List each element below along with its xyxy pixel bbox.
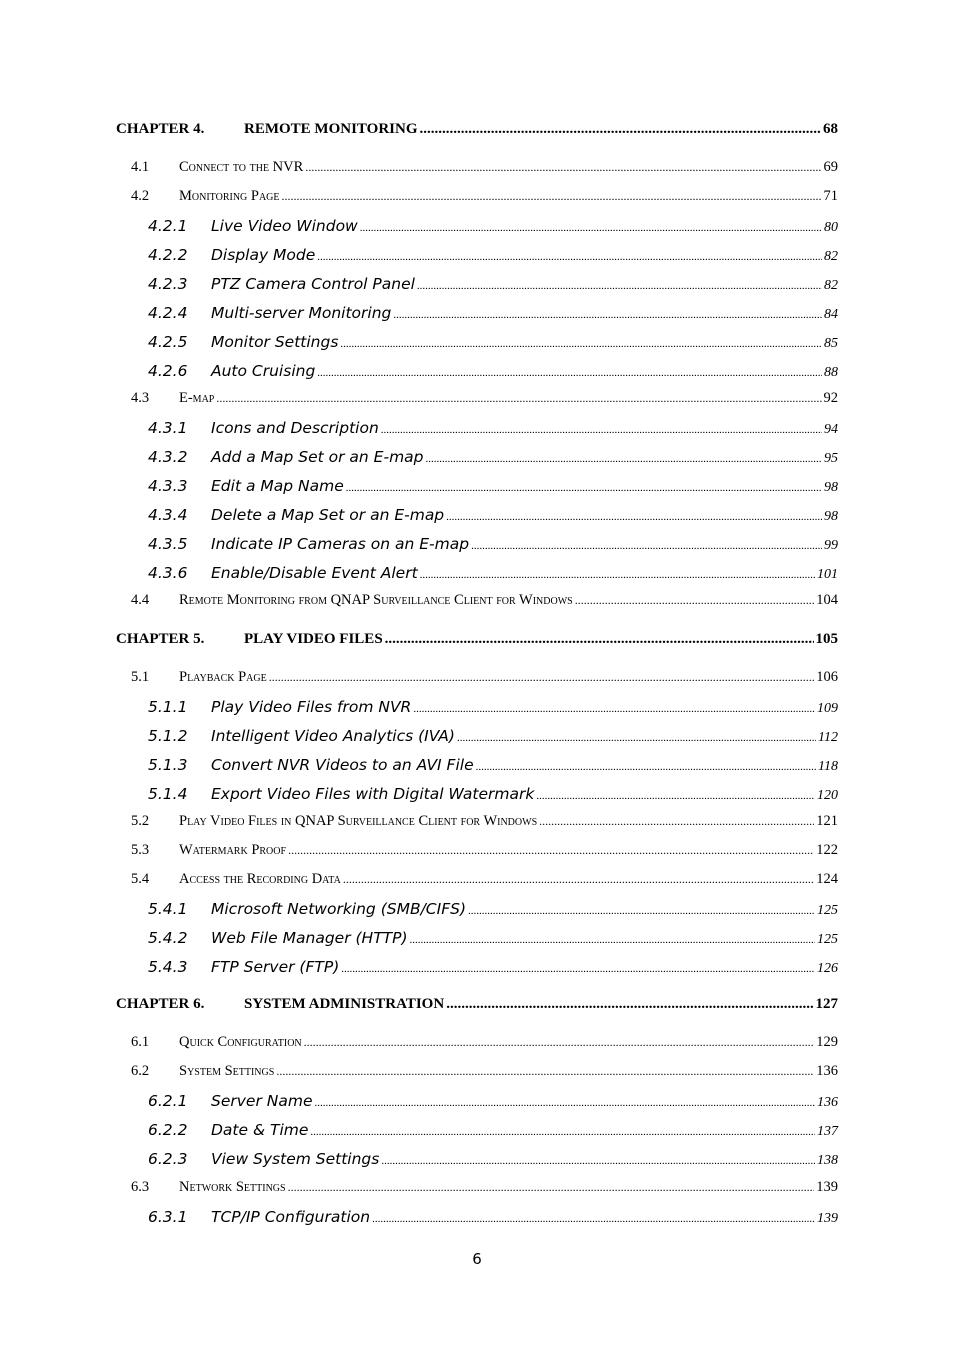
toc-entry-section[interactable] [131, 842, 838, 859]
toc-entry-page[interactable]: 138 [817, 1153, 838, 1168]
toc-entry-page[interactable]: 99 [824, 538, 838, 553]
toc-entry-sub[interactable] [148, 1150, 838, 1169]
toc-entry-page[interactable]: 94 [824, 422, 838, 437]
toc-entry-page[interactable]: 139 [817, 1211, 838, 1226]
toc-entry-sub[interactable] [148, 929, 838, 948]
toc-entry-sub[interactable] [148, 535, 838, 554]
toc-entry-section[interactable] [131, 159, 838, 176]
toc-entry-page[interactable]: 106 [816, 669, 838, 685]
toc-entry-title[interactable]: TCP/IP Configuration [211, 1208, 371, 1226]
toc-entry-title[interactable]: Access the Recording Data [179, 871, 341, 887]
toc-entry-title[interactable]: REMOTE MONITORING [244, 121, 418, 137]
toc-entry-title[interactable]: Remote Monitoring from QNAP Surveillance Client for Windows [179, 592, 573, 608]
dot-leader [340, 338, 822, 350]
dot-leader [575, 593, 815, 608]
toc-entry-page[interactable]: 112 [818, 730, 838, 745]
toc-entry-number: 5.1 [131, 669, 150, 685]
toc-entry-section[interactable] [131, 871, 838, 888]
toc-entry-sub[interactable] [148, 785, 838, 804]
dot-leader [410, 934, 815, 946]
toc-entry-page[interactable]: 122 [816, 842, 838, 858]
toc-entry-title[interactable]: Live Video Window [211, 217, 358, 235]
dot-leader [304, 1035, 815, 1050]
toc-entry-sub[interactable] [148, 333, 838, 352]
toc-entry-number: 6.1 [131, 1034, 150, 1050]
toc-entry-number: 4.3.1 [148, 419, 188, 437]
toc-entry-page[interactable]: 85 [824, 336, 838, 351]
toc-entry-page[interactable]: 120 [817, 788, 838, 803]
toc-entry-number: 5.4.1 [148, 900, 188, 918]
toc-entry-title[interactable]: Convert NVR Videos to an AVI File [211, 756, 474, 774]
toc-entry-title[interactable]: Network Settings [179, 1179, 286, 1195]
toc-entry-section[interactable] [131, 669, 838, 686]
toc-entry-title[interactable]: Enable/Disable Event Alert [211, 564, 418, 582]
toc-entry-title[interactable]: Delete a Map Set or an E-map [211, 506, 445, 524]
dot-leader [216, 391, 821, 406]
dot-leader [305, 160, 821, 175]
dot-leader [471, 540, 822, 552]
dot-leader [317, 367, 822, 379]
dot-leader [468, 905, 815, 917]
toc-entry-sub[interactable] [148, 419, 838, 438]
toc-entry-number: 4.2.5 [148, 333, 188, 351]
toc-entry-page[interactable]: 80 [824, 220, 838, 235]
toc-entry-page[interactable]: 137 [817, 1124, 838, 1139]
dot-leader [276, 1064, 814, 1079]
toc-entry-section[interactable] [131, 592, 838, 609]
toc-entry-sub[interactable] [148, 564, 838, 583]
toc-entry-sub[interactable] [148, 1208, 838, 1227]
toc-entry-page[interactable]: 69 [823, 159, 838, 175]
toc-entry-number: 6.2 [131, 1063, 150, 1079]
toc-entry-number: CHAPTER 4. [116, 121, 205, 137]
toc-entry-number: 4.3 [131, 390, 150, 406]
toc-entry-sub[interactable] [148, 362, 838, 381]
toc-entry-title[interactable]: System Settings [179, 1063, 275, 1079]
toc-entry-title[interactable]: Microsoft Networking (SMB/CIFS) [211, 900, 467, 918]
toc-entry-page[interactable]: 82 [824, 249, 838, 264]
dot-leader [288, 1180, 815, 1195]
toc-entry-number: 4.3.5 [148, 535, 188, 553]
toc-entry-title[interactable]: Edit a Map Name [211, 477, 344, 495]
toc-entry-title[interactable]: Add a Map Set or an E-map [211, 448, 424, 466]
dot-leader [310, 1126, 815, 1138]
toc-entry-section[interactable] [131, 1179, 838, 1196]
dot-leader [420, 569, 815, 581]
toc-entry-number: 4.2.2 [148, 246, 188, 264]
toc-entry-title[interactable]: Export Video Files with Digital Watermark [211, 785, 535, 803]
dot-leader [360, 222, 822, 234]
page-number: 6 [472, 1250, 482, 1268]
toc-entry-number: 5.3 [131, 842, 150, 858]
dot-leader [343, 872, 814, 887]
toc-entry-page[interactable]: 109 [817, 701, 838, 716]
toc-entry-page[interactable]: 127 [815, 996, 838, 1012]
toc-entry-page[interactable]: 139 [816, 1179, 838, 1195]
toc-entry-number: 6.3 [131, 1179, 150, 1195]
toc-entry-number: 4.1 [131, 159, 150, 175]
toc-entry-number: 5.1.4 [148, 785, 188, 803]
toc-entry-page[interactable]: 84 [824, 307, 838, 322]
toc-entry-page[interactable]: 121 [816, 813, 838, 829]
toc-entry-sub[interactable] [148, 900, 838, 919]
toc-entry-page[interactable]: 104 [816, 592, 838, 608]
toc-entry-title[interactable]: Monitor Settings [211, 333, 339, 351]
dot-leader [393, 309, 822, 321]
dot-leader [539, 814, 814, 829]
toc-entry-number: 4.4 [131, 592, 150, 608]
dot-leader [317, 251, 822, 263]
toc-entry-title[interactable]: Quick Configuration [179, 1034, 302, 1050]
toc-entry-page[interactable]: 118 [818, 759, 838, 774]
toc-entry-sub[interactable] [148, 477, 838, 496]
dot-leader [476, 761, 816, 773]
toc-entry-number: 4.3.6 [148, 564, 188, 582]
dot-leader [341, 963, 815, 975]
toc-entry-title[interactable]: Auto Cruising [211, 362, 316, 380]
toc-entry-title[interactable]: Connect to the NVR [179, 159, 304, 175]
dot-leader [446, 996, 813, 1013]
dot-leader [288, 843, 814, 858]
toc-entry-number: 5.1.2 [148, 727, 188, 745]
dot-leader [269, 670, 815, 685]
toc-entry-sub[interactable] [148, 448, 838, 467]
toc-entry-number: 6.2.2 [148, 1121, 188, 1139]
toc-entry-number: 6.2.3 [148, 1150, 188, 1168]
toc-entry-page[interactable]: 105 [815, 631, 838, 647]
toc-entry-page[interactable]: 125 [817, 932, 838, 947]
toc-entry-sub[interactable] [148, 275, 838, 294]
toc-entry-number: 6.2.1 [148, 1092, 188, 1110]
toc-entry-section[interactable] [131, 390, 838, 407]
toc-entry-number: 6.3.1 [148, 1208, 188, 1226]
toc-entry-title[interactable]: Date & Time [211, 1121, 309, 1139]
toc-entry-chapter[interactable] [116, 996, 838, 1013]
toc-entry-page[interactable]: 101 [817, 567, 838, 582]
toc-entry-title[interactable]: Indicate IP Cameras on an E-map [211, 535, 470, 553]
toc-entry-title[interactable]: Monitoring Page [179, 188, 280, 204]
dot-leader [346, 482, 822, 494]
toc-entry-title[interactable]: Icons and Description [211, 419, 379, 437]
dot-leader [372, 1213, 815, 1225]
toc-entry-title[interactable]: View System Settings [211, 1150, 380, 1168]
toc-entry-section[interactable] [131, 813, 838, 830]
toc-entry-page[interactable]: 136 [817, 1095, 838, 1110]
dot-leader [381, 1155, 815, 1167]
dot-leader [446, 511, 822, 523]
toc-entry-number: CHAPTER 5. [116, 631, 205, 647]
toc-entry-title[interactable]: Web File Manager (HTTP) [211, 929, 408, 947]
toc-entry-number: 5.1.3 [148, 756, 188, 774]
toc-entry-page[interactable]: 88 [824, 365, 838, 380]
toc-entry-sub[interactable] [148, 756, 838, 775]
toc-entry-title[interactable]: PLAY VIDEO FILES [244, 631, 383, 647]
toc-entry-title[interactable]: SYSTEM ADMINISTRATION [244, 996, 445, 1012]
toc-entry-title[interactable]: Play Video Files from NVR [211, 698, 412, 716]
toc-entry-title[interactable]: Watermark Proof [179, 842, 287, 858]
toc-entry-sub[interactable] [148, 1092, 838, 1111]
toc-entry-sub[interactable] [148, 1121, 838, 1140]
toc-entry-title[interactable]: E-map [179, 390, 215, 406]
toc-entry-number: 5.4.3 [148, 958, 188, 976]
toc-entry-page[interactable]: 71 [823, 188, 838, 204]
toc-entry-page[interactable]: 124 [816, 871, 838, 887]
toc-entry-sub[interactable] [148, 727, 838, 746]
toc-entry-page[interactable]: 82 [824, 278, 838, 293]
toc-entry-title[interactable]: Server Name [211, 1092, 313, 1110]
toc-entry-sub[interactable] [148, 304, 838, 323]
toc-entry-title[interactable]: Intelligent Video Analytics (IVA) [211, 727, 455, 745]
toc-entry-page[interactable]: 125 [817, 903, 838, 918]
dot-leader [457, 732, 816, 744]
toc-entry-number: 4.2.4 [148, 304, 188, 322]
toc-entry-page[interactable]: 129 [816, 1034, 838, 1050]
toc-entry-page[interactable]: 95 [824, 451, 838, 466]
toc-entry-title[interactable]: Multi-server Monitoring [211, 304, 392, 322]
toc-entry-number: 5.1.1 [148, 698, 188, 716]
toc-entry-number: 4.2.3 [148, 275, 188, 293]
dot-leader [282, 189, 822, 204]
dot-leader [381, 424, 822, 436]
toc-entry-number: 4.3.3 [148, 477, 188, 495]
toc-entry-sub[interactable] [148, 958, 838, 977]
toc-entry-number: 5.2 [131, 813, 150, 829]
toc-entry-title[interactable]: PTZ Camera Control Panel [211, 275, 415, 293]
toc-entry-section[interactable] [131, 188, 838, 205]
toc-entry-number: 5.4 [131, 871, 150, 887]
dot-leader [413, 703, 815, 715]
dot-leader [417, 280, 822, 292]
toc-entry-number: 5.4.2 [148, 929, 188, 947]
toc-entry-page[interactable]: 98 [824, 509, 838, 524]
toc-entry-sub[interactable] [148, 217, 838, 236]
dot-leader [420, 121, 822, 138]
toc-entry-chapter[interactable] [116, 121, 838, 138]
toc-entry-title[interactable]: Display Mode [211, 246, 316, 264]
toc-entry-section[interactable] [131, 1034, 838, 1051]
toc-entry-page[interactable]: 68 [823, 121, 838, 137]
toc-entry-page[interactable]: 92 [823, 390, 838, 406]
toc-entry-title[interactable]: Play Video Files in QNAP Surveillance Client for Windows [179, 813, 538, 829]
toc-entry-number: 4.2.1 [148, 217, 188, 235]
toc-entry-number: CHAPTER 6. [116, 996, 205, 1012]
toc-entry-sub[interactable] [148, 506, 838, 525]
toc-entry-section[interactable] [131, 1063, 838, 1080]
toc-entry-title[interactable]: Playback Page [179, 669, 267, 685]
dot-leader [426, 453, 822, 465]
toc-entry-number: 4.2.6 [148, 362, 188, 380]
toc-entry-chapter[interactable] [116, 631, 838, 648]
dot-leader [314, 1097, 815, 1109]
toc-entry-sub[interactable] [148, 246, 838, 265]
toc-entry-number: 4.3.2 [148, 448, 188, 466]
toc-entry-page[interactable]: 136 [816, 1063, 838, 1079]
toc-entry-number: 4.2 [131, 188, 150, 204]
toc-entry-page[interactable]: 98 [824, 480, 838, 495]
dot-leader [385, 631, 814, 648]
toc-entry-title[interactable]: FTP Server (FTP) [211, 958, 340, 976]
dot-leader [536, 790, 815, 802]
toc-entry-sub[interactable] [148, 698, 838, 717]
toc-entry-page[interactable]: 126 [817, 961, 838, 976]
toc-entry-number: 4.3.4 [148, 506, 188, 524]
